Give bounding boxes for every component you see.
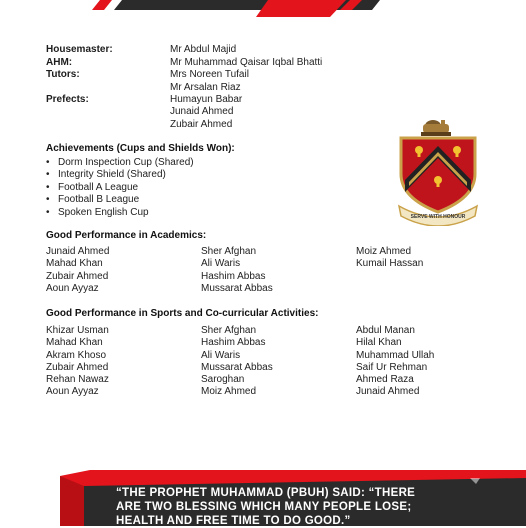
housemaster-label: Housemaster:: [46, 44, 113, 55]
student-name: Ali Waris: [201, 349, 241, 361]
sports-column-3: [356, 325, 434, 399]
student-name: Rehan Nawaz: [46, 374, 109, 386]
student-name: Mussarat Abbas: [201, 361, 273, 373]
tutors-label: Tutors:: [46, 69, 80, 80]
achievement-item: • Football B League: [46, 194, 194, 206]
student-name: Zubair Ahmed: [46, 361, 109, 373]
housemaster-name: Mr Abdul Majid: [170, 44, 237, 55]
tutor-name: Mrs Noreen Tufail: [170, 69, 249, 80]
student-name: Aoun Ayyaz: [46, 386, 99, 398]
student-name: Saif Ur Rehman: [356, 361, 428, 373]
achievement-item: • Football A League: [46, 182, 194, 194]
student-name: Khizar Usman: [46, 325, 109, 336]
ahm-label: AHM:: [46, 57, 73, 68]
prefects-label: Prefects:: [46, 94, 89, 105]
student-name: Aoun Ayyaz: [46, 282, 99, 294]
sports-heading: Good Performance in Sports and Co-curricular Activities:: [46, 308, 319, 319]
student-name: Ahmed Raza: [356, 374, 414, 386]
crest-motto: SERVE WITH HONOUR: [410, 214, 466, 220]
prefect-name: Junaid Ahmed: [170, 106, 234, 117]
student-name: Abdul Manan: [356, 325, 415, 336]
academics-column-1: [46, 246, 109, 295]
student-name: Mahad Khan: [46, 337, 103, 349]
academics-column-2: [201, 246, 273, 295]
top-decorative-bar: [0, 0, 526, 26]
house-crest-logo: [393, 108, 483, 226]
student-name: Junaid Ahmed: [356, 386, 420, 398]
quote-line: “THE PROPHET MUHAMMAD (PBUH) SAID: “THERE: [116, 487, 416, 499]
student-name: Ali Waris: [201, 258, 241, 270]
achievement-item: • Spoken English Cup: [46, 207, 194, 219]
achievements-list: [46, 157, 194, 219]
student-name: Kumail Hassan: [356, 258, 424, 270]
academics-heading: Good Performance in Academics:: [46, 230, 207, 241]
quote-line: HEALTH AND FREE TIME TO DO GOOD.”: [116, 515, 351, 527]
prefect-name: Zubair Ahmed: [170, 119, 233, 130]
achievement-item: • Dorm Inspection Cup (Shared): [46, 157, 194, 169]
ahm-name: Mr Muhammad Qaisar Iqbal Bhatti: [170, 57, 323, 68]
student-name: Hashim Abbas: [201, 337, 266, 349]
academics-column-3: [356, 246, 423, 271]
prefect-name: Humayun Babar: [170, 94, 243, 105]
tutor-name: Mr Arsalan Riaz: [170, 82, 241, 93]
student-name: Zubair Ahmed: [46, 270, 109, 282]
sports-column-1: [46, 325, 109, 399]
student-name: Muhammad Ullah: [356, 349, 435, 361]
hadith-quote: [116, 486, 476, 528]
sports-column-2: [201, 325, 273, 399]
achievements-heading: Achievements (Cups and Shields Won):: [46, 143, 235, 154]
student-name: Sher Afghan: [201, 246, 257, 257]
student-name: Moiz Ahmed: [201, 386, 257, 398]
student-name: Mussarat Abbas: [201, 282, 273, 294]
student-name: Junaid Ahmed: [46, 246, 110, 257]
student-name: Akram Khoso: [46, 349, 107, 361]
student-name: Moiz Ahmed: [356, 246, 412, 257]
student-name: Sher Afghan: [201, 325, 257, 336]
student-name: Saroghan: [201, 374, 245, 386]
achievement-item: • Integrity Shield (Shared): [46, 169, 194, 181]
student-name: Hashim Abbas: [201, 270, 266, 282]
quote-line: ARE TWO BLESSING WHICH MANY PEOPLE LOSE;: [116, 501, 412, 513]
student-name: Mahad Khan: [46, 258, 103, 270]
student-name: Hilal Khan: [356, 337, 402, 349]
